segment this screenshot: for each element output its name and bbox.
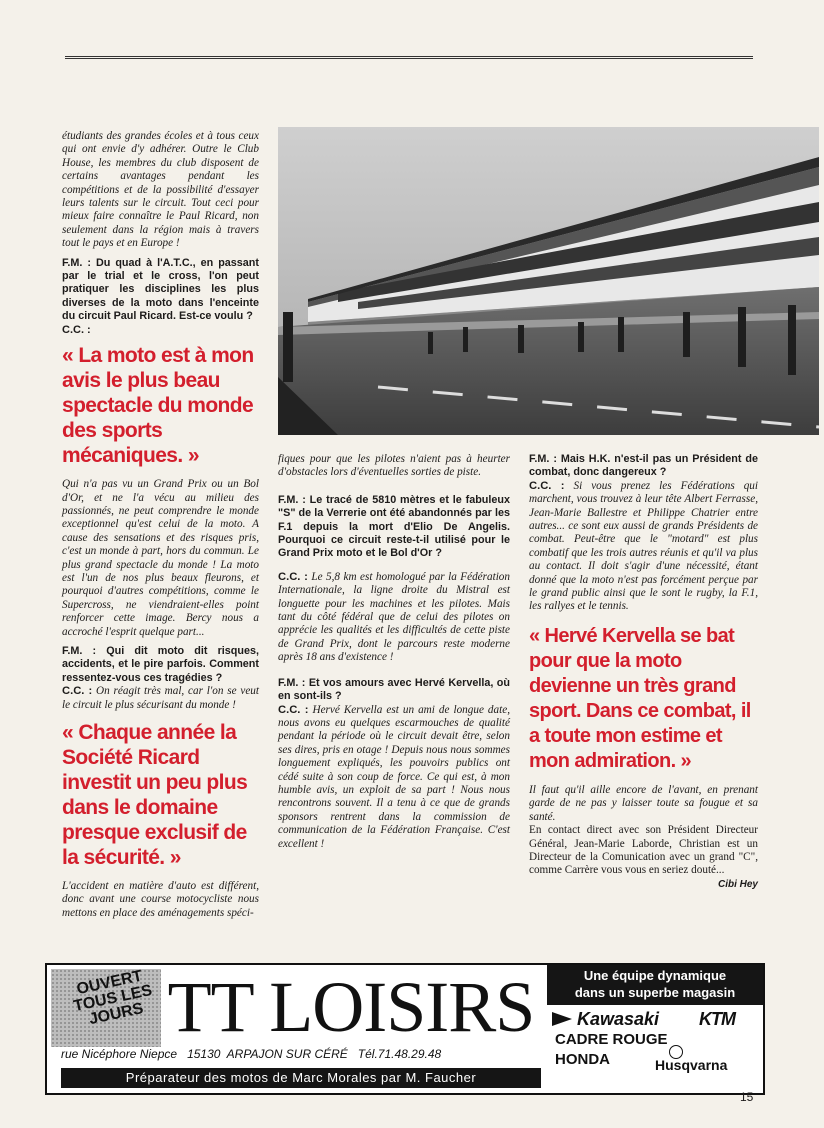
intro-paragraph: étudiants des grandes écoles et à tous ceux qui ont envie d'y adhérer. Outre le Club House, les membres du club disposent de certains avantages pendant les compétitions et de la possibilité d'essayer leurs talents sur le circuit. Tout ceci pour mieux faire connaître le Paul Ricard, non seulement dans la région mais à travers tout le pays et en Europe ! (62, 130, 259, 250)
paragraph-avant: Il faut qu'il aille encore de l'avant, en prenant garde de ne pas y laisser toute sa fougue et sa santé. (529, 783, 758, 823)
paragraph-accident: L'accident en matière d'auto est différent, donc avant une course motocycliste nous mettons en place des aménagements spéci- (62, 880, 259, 919)
ktm-logo: KTM (699, 1009, 735, 1029)
answer-risks: C.C. : On réagit très mal, car l'on se veut le circuit le plus sécurisant du monde ! (62, 685, 260, 711)
answer-trace: C.C. : Le 5,8 km est homologué par la Fédération Internationale, la ligne droite du Mistral est longuette pour les machines et les pilotes. Mais tant du côté fédéral que de celui des pilotes on apprécie les qualités et les difficultés de cette piste de Grand Prix, dont le parcours reste moderne après 18 ans d'existence ! (278, 570, 510, 664)
answer-president: C.C. : Si vous prenez les Fédérations qui marchent, vous trouvez à leur tête Albert Ferrasse, Jean-Marie Ballestre et Philippe Chatrier entre autres... ce sont eux aussi de grands Présidents de combat. Peut-être que le "motard" est plus combatif que les trois autres réunis et qu'il va plus au contact. Il doit s'agir d'une nécessité, étant donné que la moto n'est pas forcément perçue par le grand public ainsi que le sont le rugby, la F.1, les rallyes et le tennis. (529, 479, 758, 613)
tagline-line-2: dans un superbe magasin (574, 985, 736, 1000)
cadre-rouge-logo: CADRE ROUGE (555, 1031, 668, 1048)
ad-footer-text: Préparateur des motos de Marc Morales par M. Faucher (125, 1070, 477, 1085)
question-risks: F.M. : Qui dit moto dit risques, accidents, et le pire parfois. Comment ressentez-vous ces tragédies ? (62, 644, 259, 684)
brand-name: TT LOISIRS (167, 967, 535, 1047)
question-kervella: F.M. : Et vos amours avec Hervé Kervella, où en sont-ils ? (278, 676, 510, 703)
kawasaki-logo: Kawasaki (577, 1009, 660, 1029)
question-president: F.M. : Mais H.K. n'est-il pas un Président de combat, donc dangereux ? (529, 453, 758, 479)
pull-quote-securite: « Chaque année la Société Ricard investit un peu plus dans le domaine presque exclusif de la sécurité. » (62, 721, 248, 869)
ad-address: rue Nicéphore Niepce 15130 ARPAJON SUR CÉRÉ Tél.71.48.29.48 (61, 1047, 442, 1061)
paragraph-grand-prix: Qui n'a pas vu un Grand Prix ou un Bol d'Or, et ne l'a vécu au milieu des passionnés, ne peut comprendre le monde exceptionnel qu'est celui de la moto. A cause des sensations et des risques pris, c'est un monde à part, hors du commun. Le plus grand spectacle du monde ! La moto est l'un de nos plus beaux fleurons, et pourquoi d'autres compétitions, comme le Supercross, ne viendraient-elles point renforcer cette image. Bercy nous a accroché l'esprit quelque part... (62, 478, 259, 638)
kawasaki-emblem-icon (552, 1012, 572, 1026)
column-right (529, 453, 758, 891)
answer-kervella: C.C. : Hervé Kervella est un ami de longue date, nous avons eu quelques escarmouches de qualité pendant la période où le circuit devait être, selon ses dires, pris en otage ! Depuis nous nous sommes longuement expliqués, les pouvoirs publics ont cédé suite à son coup de force. Ce qui est, à mon humble avis, un exploit de sa part ! Nous nous rencontrons souvent. Il a tenu à ce que de grands sponsors rentrent dans la commission de communication de la Fédération Française. C'est excellent ! (278, 703, 510, 850)
pull-quote-kervella: « Hervé Kervella se bat pour que la moto devienne un très grand sport. Dans ce combat, il a toute mon estime et mon admiration. » (529, 624, 751, 772)
circuit-photo (278, 127, 819, 435)
honda-logo: HONDA (555, 1051, 610, 1068)
top-rule (65, 56, 753, 59)
paragraph-pistes: fiques pour que les pilotes n'aient pas à heurter d'obstacles lors d'éventuelles sorties de piste. (278, 453, 510, 479)
paragraph-contact: En contact direct avec son Président Directeur Général, Jean-Marie Laborde, Christian est un Directeur de la Comunication avec un grand "C", comme Carrère vous vous en seriez douté... (529, 824, 758, 877)
question-trace: F.M. : Le tracé de 5810 mètres et le fabuleux "S" de la Verrerie ont été abandonnés par les F.1 depuis la mort d'Elio De Angelis. Pourquoi ce circuit reste-t-il utilisé pour le Grand Prix moto et le Bol d'Or ? (278, 493, 510, 560)
tt-loisirs-ad (45, 963, 765, 1095)
open-badge-text: OUVERT TOUS LES JOURS (72, 967, 154, 1029)
answer-label: C.C. : (62, 323, 91, 336)
question-atc: F.M. : Du quad à l'A.T.C., en passant par le trial et le cross, l'on peut pratiquer les disciplines les plus diverses de la moto dans l'enceinte du circuit Paul Ricard. Est-ce voulu ? (62, 256, 259, 323)
tagline-line-1: Une équipe dynamique (583, 968, 727, 983)
column-left (62, 130, 259, 926)
pull-quote-moto-spectacle: « La moto est à mon avis le plus beau spectacle du monde des sports mécaniques. » (62, 344, 254, 468)
column-middle (278, 453, 510, 857)
husqvarna-logo: Husqvarna (655, 1057, 728, 1073)
author-signature: Cibi Hey (717, 878, 758, 890)
page-number: 15 (740, 1090, 754, 1104)
pit-lane-illustration (278, 127, 819, 435)
